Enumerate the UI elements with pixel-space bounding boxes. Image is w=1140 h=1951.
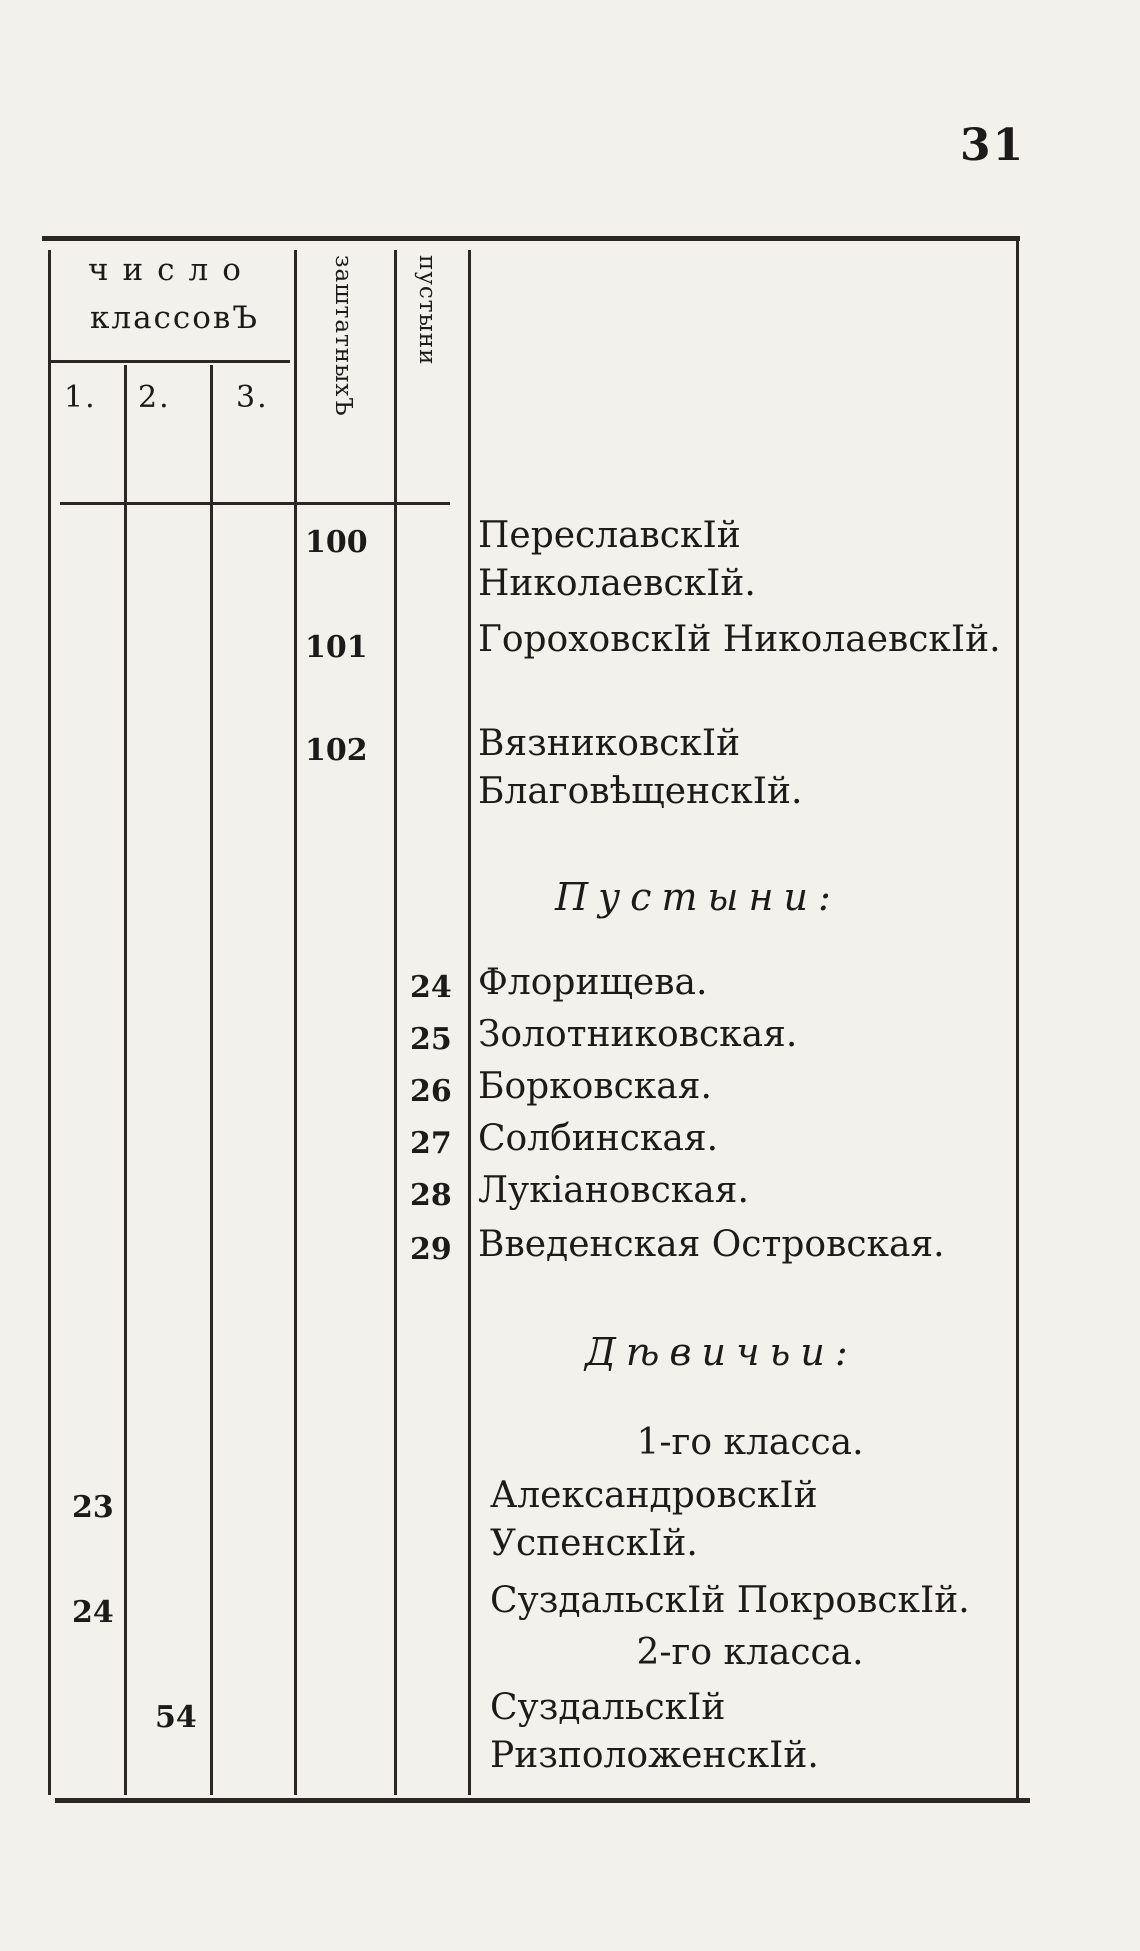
- convent-name: СуздальскІй ПокровскІй.: [490, 1580, 970, 1621]
- section-heading-hermitages: Пустыни:: [555, 875, 841, 919]
- convent-name: АлександровскІй УспенскІй.: [490, 1475, 818, 1564]
- right-border: [1016, 236, 1019, 1801]
- class-label-first: 1-го класса.: [636, 1422, 864, 1463]
- hermitages-divider: [468, 250, 471, 1795]
- classes-divider: [294, 250, 297, 1795]
- hermitage-name: Флорищева.: [478, 962, 708, 1003]
- convent-number: 24: [72, 1595, 114, 1630]
- hermitage-number: 25: [410, 1022, 452, 1057]
- hermitage-name: Введенская Островская.: [478, 1224, 945, 1265]
- monastery-number: 101: [305, 630, 368, 665]
- class-1-header: 1.: [64, 380, 97, 415]
- hermitage-number: 29: [410, 1232, 452, 1267]
- hermitage-number: 24: [410, 970, 452, 1005]
- classes-group-label: число: [88, 252, 255, 288]
- hermitages-header: пустыни: [414, 255, 440, 366]
- monastery-number: 100: [305, 525, 368, 560]
- convent-number: 23: [72, 1490, 114, 1525]
- convent-number: 54: [155, 1700, 197, 1735]
- classes-subrule: [50, 360, 290, 363]
- hermitage-name: Лукіановская.: [478, 1170, 749, 1211]
- left-border: [48, 250, 51, 1795]
- hermitage-name: Золотниковская.: [478, 1014, 798, 1055]
- class-label-second: 2-го класса.: [636, 1632, 864, 1673]
- monastery-name: ПереславскІй НиколаевскІй.: [478, 515, 756, 604]
- hermitage-number: 28: [410, 1178, 452, 1213]
- page-number: 31: [960, 120, 1026, 171]
- class2-divider: [210, 365, 213, 1795]
- hermitage-number: 26: [410, 1074, 452, 1109]
- hermitage-number: 27: [410, 1126, 452, 1161]
- monastery-name: ВязниковскІй БлаговѣщенскІй.: [478, 723, 803, 812]
- bottom-rule: [55, 1798, 1030, 1803]
- class-3-header: 3.: [236, 380, 269, 415]
- section-heading-convents: Дѣвичьи:: [585, 1330, 858, 1374]
- hermitage-name: Солбинская.: [478, 1118, 719, 1159]
- hermitage-name: Борковская.: [478, 1066, 712, 1107]
- monastery-name: ГороховскІй НиколаевскІй.: [478, 619, 1001, 660]
- convent-name: СуздальскІй РизположенскІй.: [490, 1687, 819, 1776]
- supernumerary-divider: [394, 250, 397, 1795]
- header-rule: [60, 502, 450, 505]
- classes-group-label-2: классовЪ: [90, 300, 260, 336]
- class-2-header: 2.: [138, 380, 171, 415]
- class1-divider: [124, 365, 127, 1795]
- monastery-number: 102: [305, 733, 368, 768]
- top-rule: [42, 236, 1020, 241]
- supernumerary-header: заштатныхЪ: [330, 255, 356, 417]
